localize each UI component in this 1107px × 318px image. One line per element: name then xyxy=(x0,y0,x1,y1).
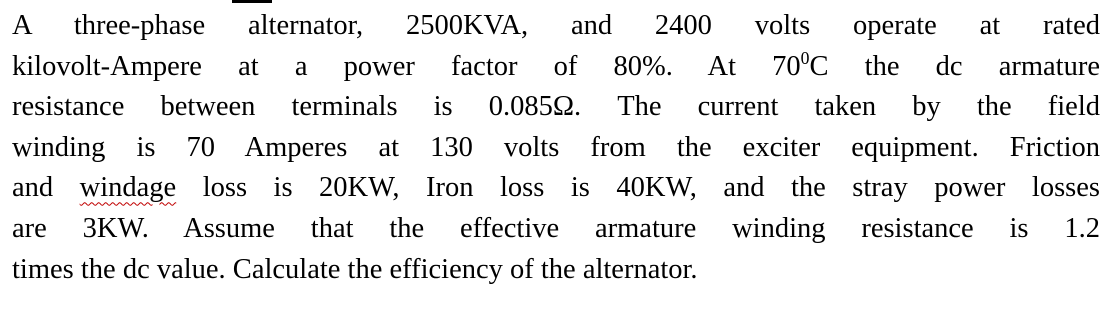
text-line-3: resistance between terminals is 0.085Ω. The current taken by the field xyxy=(12,91,1100,123)
line-2-main: kilovolt-Ampere at a power factor of 80%. At 70 xyxy=(12,50,801,82)
spellcheck-flagged-word[interactable]: windage xyxy=(79,172,177,204)
text-line-1: A three-phase alternator, 2500KVA, and 2400 volts operate at rated xyxy=(12,10,1100,41)
text-line-4: winding is 70 Amperes at 130 volts from the exciter equipment. Friction xyxy=(12,131,1100,163)
text-line-6: are 3KW. Assume that the effective armature winding resistance is 1.2 xyxy=(12,212,1100,244)
problem-text xyxy=(12,6,1100,290)
text-line-7: times the dc value. Calculate the efficiency of the alternator. xyxy=(12,253,698,285)
degree-superscript: 0 xyxy=(800,47,810,68)
text-line-2 xyxy=(12,47,1100,88)
text-line-5 xyxy=(12,168,1100,209)
top-edge-mark xyxy=(232,0,272,3)
line-5-start: and xyxy=(12,172,80,204)
line-2-tail: C the dc armature xyxy=(809,50,1100,82)
line-5-end: loss is 20KW, Iron loss is 40KW, and the stray power losses xyxy=(176,172,1100,204)
